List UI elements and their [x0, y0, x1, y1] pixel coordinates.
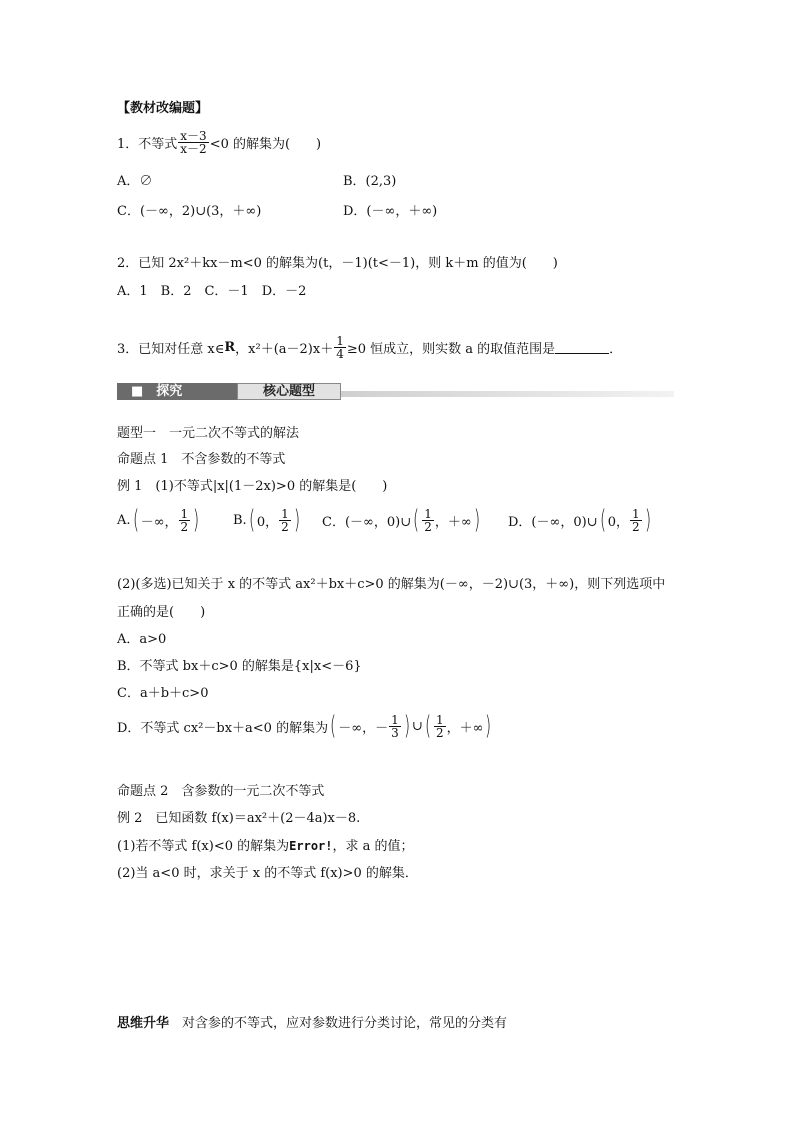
- ex1-q2-option-a: A．a>0: [117, 632, 167, 647]
- right-paren-icon: ): [293, 505, 300, 535]
- ex1-q2-option-b: B．不等式 bx＋c>0 的解集是{x|x<－6}: [117, 659, 362, 674]
- section-banner-dark: [117, 383, 237, 400]
- ex1-a-label: A.: [117, 512, 131, 528]
- right-paren-icon: ): [473, 505, 480, 535]
- q3-end: ．: [609, 341, 623, 357]
- q1-fraction: [178, 130, 208, 155]
- ex1-d-interval: 0，: [607, 514, 629, 530]
- q1-option-b: B．(2,3): [343, 174, 397, 189]
- frac-den: 2: [632, 519, 640, 534]
- right-paren-icon: ): [403, 711, 410, 741]
- q3-real-set: R: [224, 339, 236, 355]
- ex1-b-interval: 0，: [256, 514, 279, 530]
- right-paren-icon: ): [644, 505, 651, 535]
- right-paren-icon: ): [485, 711, 492, 741]
- left-paren-icon: (: [330, 711, 337, 741]
- frac-den: 3: [391, 725, 399, 740]
- ex1-c-after: ，＋∞: [434, 514, 472, 530]
- ex1-b-fraction: [279, 508, 291, 533]
- point-2-title: 命题点 2 含参数的一元二次不等式: [117, 784, 325, 799]
- ex1-q2-line2: 正确的是( ): [117, 605, 206, 620]
- thinking-summary: [117, 1012, 507, 1031]
- section-banner-light: 核心题型: [237, 383, 341, 400]
- ex1-q2-d-cup: ∪: [411, 718, 423, 734]
- left-paren-icon: (: [132, 505, 139, 535]
- q3-prefix: 3．已知对任意 x∈: [117, 341, 225, 357]
- frac-num: 1: [435, 712, 444, 727]
- q2-options: A．1 B．2 C．－1 D．－2: [117, 284, 307, 299]
- ex2-p1-error: Error!: [289, 839, 333, 853]
- example-2-part-1: [117, 835, 414, 854]
- ex1-option-c: [322, 502, 482, 538]
- ex1-b-label: B.: [233, 512, 247, 528]
- example-2-part-2: (2)当 a<0 时，求关于 x 的不等式 f(x)>0 的解集．: [117, 866, 418, 881]
- example-1-question-1: 例 1 (1)不等式|x|(1－2x)>0 的解集是( ): [117, 479, 388, 494]
- q1-frac-den: x－2: [180, 141, 207, 156]
- ex1-q2-d-in2: ，＋∞: [446, 720, 484, 736]
- q1-option-c: C．(－∞，2)∪(3，＋∞): [117, 204, 262, 219]
- section-banner-dark-label: ■ 探究: [131, 384, 183, 399]
- section-tag: 【教材改编题】: [117, 101, 209, 116]
- frac-den: 2: [281, 519, 289, 534]
- ex2-p1-prefix: (1)若不等式 f(x)<0 的解集为: [117, 839, 290, 854]
- q1-option-a: A．∅: [117, 174, 153, 189]
- ex1-c-fraction: [422, 508, 434, 533]
- ex1-q2-option-c: C．a＋b＋c>0: [117, 686, 209, 701]
- q3-suffix: ≥0 恒成立，则实数 a 的取值范围是: [346, 341, 556, 357]
- frac-den: 2: [180, 519, 189, 534]
- question-3: [117, 330, 622, 364]
- q3-frac-num: 1: [336, 333, 344, 348]
- thinking-summary-label: 思维升华: [117, 1016, 170, 1031]
- thinking-summary-text: 对含参的不等式，应对参数进行分类讨论，常见的分类有: [169, 1016, 508, 1031]
- ex1-option-d: [508, 502, 653, 538]
- ex1-q2-d-prefix: D．不等式 cx²－bx＋a<0 的解集为: [117, 720, 329, 736]
- q1-suffix: <0 的解集为( ): [209, 136, 322, 152]
- ex1-c-label: C．(－∞，0)∪: [322, 514, 412, 530]
- left-paren-icon: (: [248, 505, 255, 535]
- ex2-p1-suffix: ，求 a 的值；: [332, 839, 414, 854]
- frac-num: 1: [424, 506, 432, 521]
- q3-mid: ，x²＋(a－2)x＋: [235, 341, 334, 357]
- frac-num: 1: [391, 712, 399, 727]
- ex1-q2-d-in1: －∞，－: [338, 720, 389, 736]
- ex1-d-fraction: [630, 508, 642, 533]
- ex1-option-b: [233, 502, 302, 538]
- section-banner: [117, 383, 674, 402]
- frac-den: 2: [435, 725, 444, 740]
- left-paren-icon: (: [599, 505, 606, 535]
- ex1-q2-option-d: [117, 708, 494, 744]
- q1-prefix: 1．不等式: [117, 136, 178, 152]
- ex1-q2-line1: (2)(多选)已知关于 x 的不等式 ax²＋bx＋c>0 的解集为(－∞，－2)∪(3，＋∞)，则下列选项中: [117, 577, 666, 592]
- right-paren-icon: ): [193, 505, 200, 535]
- q3-fraction: [334, 335, 346, 360]
- ex1-q2-d-fraction-2: [434, 714, 446, 739]
- q3-frac-den: 4: [336, 346, 344, 361]
- q3-answer-blank: [555, 341, 609, 354]
- question-1: [117, 126, 321, 158]
- left-paren-icon: (: [413, 505, 420, 535]
- type-1-title: 题型一 一元二次不等式的解法: [117, 426, 300, 441]
- ex1-d-label: D．(－∞，0)∪: [508, 514, 598, 530]
- section-banner-rule: [341, 391, 674, 397]
- ex1-a-fraction: [179, 508, 191, 533]
- question-2: 2．已知 2x²＋kx－m<0 的解集为(t，－1)(t<－1)，则 k＋m 的值为( ): [117, 256, 558, 271]
- point-1-title: 命题点 1 不含参数的不等式: [117, 452, 286, 467]
- frac-den: 2: [424, 519, 432, 534]
- q1-option-d: D．(－∞，＋∞): [343, 204, 438, 219]
- ex1-option-a: [117, 502, 201, 538]
- example-2-stem: 例 2 已知函数 f(x)＝ax²＋(2－4a)x－8.: [117, 811, 361, 826]
- left-paren-icon: (: [424, 711, 431, 741]
- frac-num: 1: [281, 506, 289, 521]
- frac-num: 1: [632, 506, 640, 521]
- q1-frac-num: x－3: [180, 128, 207, 143]
- ex1-q2-d-fraction-1: [389, 714, 401, 739]
- frac-num: 1: [180, 506, 189, 521]
- ex1-a-interval: －∞，: [140, 514, 178, 530]
